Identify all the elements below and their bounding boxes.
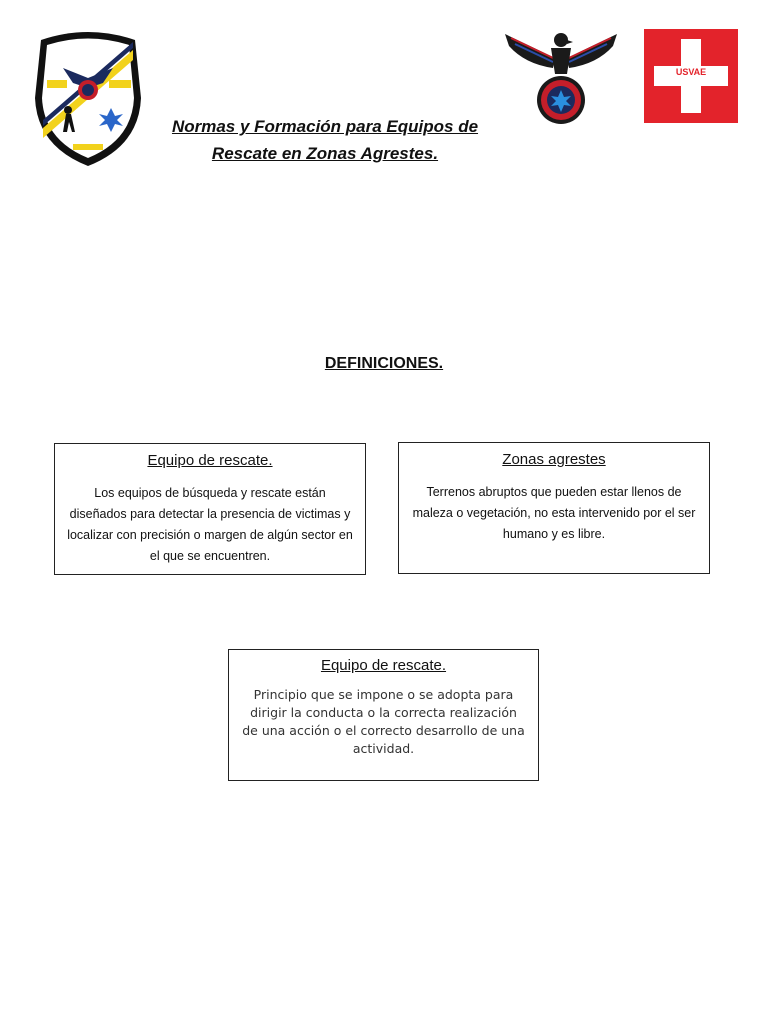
- rescue-badge-logo: [33, 28, 143, 168]
- definition-box-wild-zones: [398, 442, 710, 574]
- definition-title: Equipo de rescate.: [320, 657, 447, 674]
- definition-text: Los equipos de búsqueda y rescate están diseñados para detectar la presencia de victimas y localizar con precisión o margen de algún sector en el que se encuentren.: [67, 486, 353, 563]
- page-title: [160, 113, 490, 167]
- title-line-2: Rescate en Zonas Agrestes.: [211, 144, 439, 163]
- cross-logo-label: USVAE: [675, 67, 707, 77]
- definition-title: Equipo de rescate.: [147, 452, 273, 469]
- definition-title: Zonas agrestes: [502, 451, 606, 468]
- title-line-1: Normas y Formación para Equipos de: [171, 117, 479, 136]
- definition-box-rescue-team: [54, 443, 366, 575]
- definition-text: Principio que se impone o se adopta para dirigir la conducta o la correcta realización de una acción o el correcto desarrollo de una actividad.: [242, 687, 525, 756]
- definitions-heading: DEFINICIONES.: [324, 355, 444, 372]
- eagle-emblem-logo: [505, 28, 617, 128]
- red-cross-logo: [644, 29, 738, 123]
- definition-text: Terrenos abruptos que pueden estar llenos de maleza o vegetación, no esta intervenido por el ser humano y es libre.: [412, 485, 696, 541]
- definition-box-principle: [228, 649, 539, 781]
